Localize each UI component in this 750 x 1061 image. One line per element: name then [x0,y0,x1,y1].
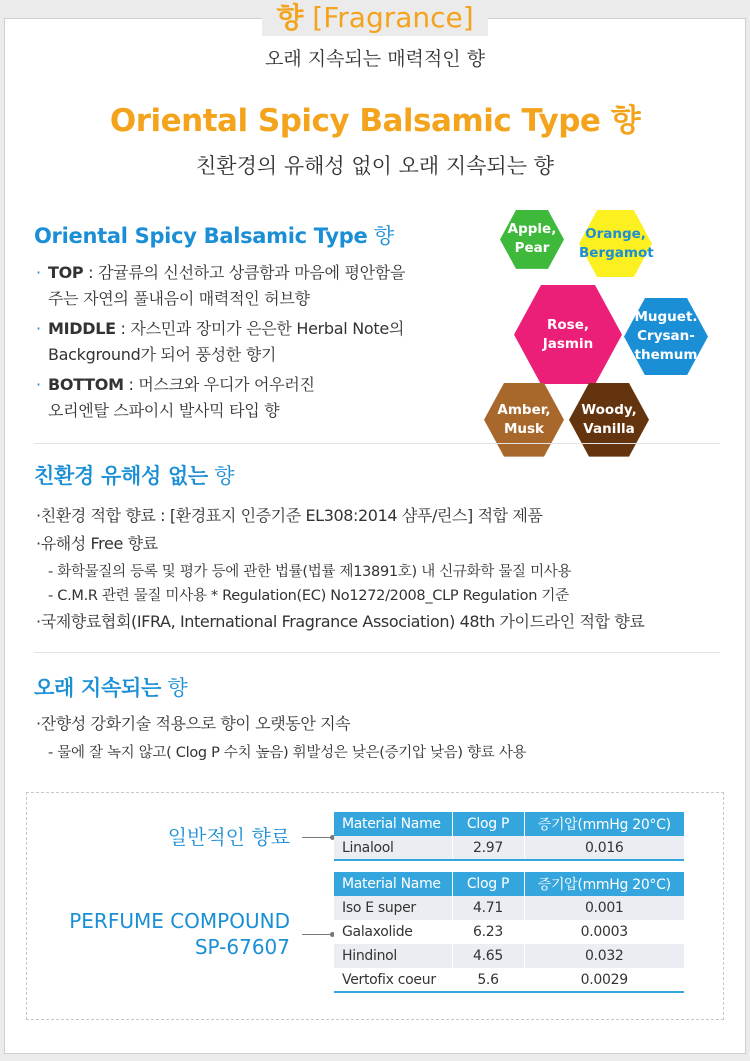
hexagon-label [624,308,708,365]
hexagon-label-line: Musk [503,420,545,437]
title-block [0,0,750,36]
hexagon-label-line: Bergamot [579,244,654,261]
cell-clogp: 6.23 [452,920,524,944]
hexagon-note [484,383,564,457]
hexagon-note [514,285,622,384]
note-text-cont: 주는 자연의 풀내음이 매력적인 허브향 [48,289,310,308]
note-text: : 자스민과 장미가 은은한 Herbal Note의 [115,319,405,338]
note-text: : 머스크와 우디가 어우러진 [123,375,315,394]
section-heading-lasting-bold: 오래 지속되는 [34,676,161,700]
table-row [334,920,684,944]
bullet-icon: · [36,319,41,338]
cell-material: Galaxolide [334,920,452,944]
note-text: : 감귤류의 신선하고 상큼함과 마음에 평안함을 [83,263,406,282]
eco-item-2 [36,531,726,557]
title-english: [Fragrance] [312,1,474,34]
hexagon-label [484,401,564,439]
hexagon-label [500,220,564,258]
cell-clogp: 5.6 [452,968,524,992]
divider [34,443,720,444]
hexagon-label-line: Crysan- [637,328,695,345]
connector-line [302,837,332,838]
hexagon-label-line: Pear [514,240,550,257]
section-heading-lasting [34,672,187,702]
note-text-cont: 오리엔탈 스파이시 발사믹 타입 향 [48,401,280,420]
cell-material: Hindinol [334,944,452,968]
compound-label-line1: PERFUME COMPOUND [69,909,290,933]
col-header-clogp: Clog P [452,812,524,836]
note-text-cont: Background가 되어 풍성한 향기 [48,345,277,364]
page-title [262,0,487,36]
hexagon-label-line: Jasmin [542,335,594,352]
table-row [334,968,684,992]
col-header-clogp: Clog P [452,872,524,896]
cell-vapor: 0.016 [524,836,684,860]
cell-clogp: 4.71 [452,896,524,920]
cell-clogp: 2.97 [452,836,524,860]
col-header-vapor: 증기압(mmHg 20°C) [524,872,684,896]
hexagon-label-line: Rose, [547,316,589,333]
bullet-icon: · [36,375,41,394]
section-heading-eco-light: 향 [207,464,235,488]
col-header-material: Material Name [334,872,452,896]
headline: Oriental Spicy Balsamic Type 향 [109,103,641,139]
eco-item-3-text: 국제향료협회(IFRA, International Fragrance Association) 48th 가이드라인 적합 향료 [40,612,645,631]
table-row [334,836,684,860]
hexagon-note [579,210,652,277]
note-middle [36,316,476,368]
general-fragrance-table [334,812,684,861]
cell-material: Iso E super [334,896,452,920]
cell-vapor: 0.0003 [524,920,684,944]
lasting-sub-1: - 물에 잘 녹지 않고( Clog P 수치 높음) 휘발성은 낮은(증기압 낮음) 향료 사용 [48,745,527,761]
lasting-item-1-text: 잔향성 강화기술 적용으로 향이 오랫동안 지속 [40,714,351,733]
eco-item-3 [36,609,726,635]
section-heading-lasting-light: 향 [160,676,188,700]
compound-label [69,908,290,960]
note-top [36,260,476,312]
hexagon-label-line: Woody, [581,401,637,418]
hexagon-note [500,210,564,269]
general-fragrance-label: 일반적인 향료 [167,825,290,849]
note-label: BOTTOM [48,375,124,394]
connector-line [302,934,332,935]
bullet-icon: · [36,714,41,733]
cell-vapor: 0.0029 [524,968,684,992]
hexagon-note [624,298,708,375]
section-heading-type [34,220,394,250]
note-label: MIDDLE [48,319,116,338]
hexagon-label-line: themum [634,347,698,364]
section-heading-type-bold: Oriental Spicy Balsamic Type [34,224,368,248]
lasting-item-1 [36,711,726,737]
divider [34,652,720,653]
compound-label-line2: SP-67607 [194,935,290,959]
bullet-icon: · [36,534,41,553]
cell-material: Linalool [334,836,452,860]
hexagon-note [569,383,649,457]
section-heading-eco [34,460,234,490]
hexagon-label-line: Muguet. [634,309,698,326]
hexagon-label [569,401,649,439]
compound-table [334,872,684,993]
section-heading-eco-bold: 친환경 유해성 없는 [34,464,208,488]
bullet-icon: · [36,612,41,631]
title-korean: 향 [276,1,304,34]
hexagon-label [514,316,622,354]
note-bottom [36,372,476,424]
cell-material: Vertofix coeur [334,968,452,992]
hexagon-label-line: Amber, [497,401,551,418]
tagline: 친환경의 유해성 없이 오래 지속되는 향 [196,154,554,178]
hexagon-label-line: Orange, [585,225,646,242]
eco-item-1-text: 친환경 적합 향료 : [환경표지 인증기준 EL308:2014 샴푸/린스] 적합 제품 [40,506,543,525]
eco-item-1 [36,503,726,529]
cell-vapor: 0.001 [524,896,684,920]
hexagon-label-line: Apple, [507,221,557,238]
cell-clogp: 4.65 [452,944,524,968]
table-row [334,944,684,968]
col-header-material: Material Name [334,812,452,836]
eco-sub-1: - 화학물질의 등록 및 평가 등에 관한 법률(법률 제13891호) 내 신규화학 물질 미사용 [48,564,572,580]
bullet-icon: · [36,506,41,525]
col-header-vapor: 증기압(mmHg 20°C) [524,812,684,836]
hexagon-label-line: Vanilla [583,420,635,437]
eco-sub-2: - C.M.R 관련 물질 미사용 * Regulation(EC) No1272/2008_CLP Regulation 기준 [48,588,569,604]
page-subtitle: 오래 지속되는 매력적인 향 [264,48,485,70]
hexagon-label [579,225,652,263]
note-label: TOP [48,263,84,282]
table-row [334,896,684,920]
bullet-icon: · [36,263,41,282]
eco-item-2-text: 유해성 Free 향료 [40,534,158,553]
cell-vapor: 0.032 [524,944,684,968]
section-heading-type-light: 향 [367,224,394,248]
